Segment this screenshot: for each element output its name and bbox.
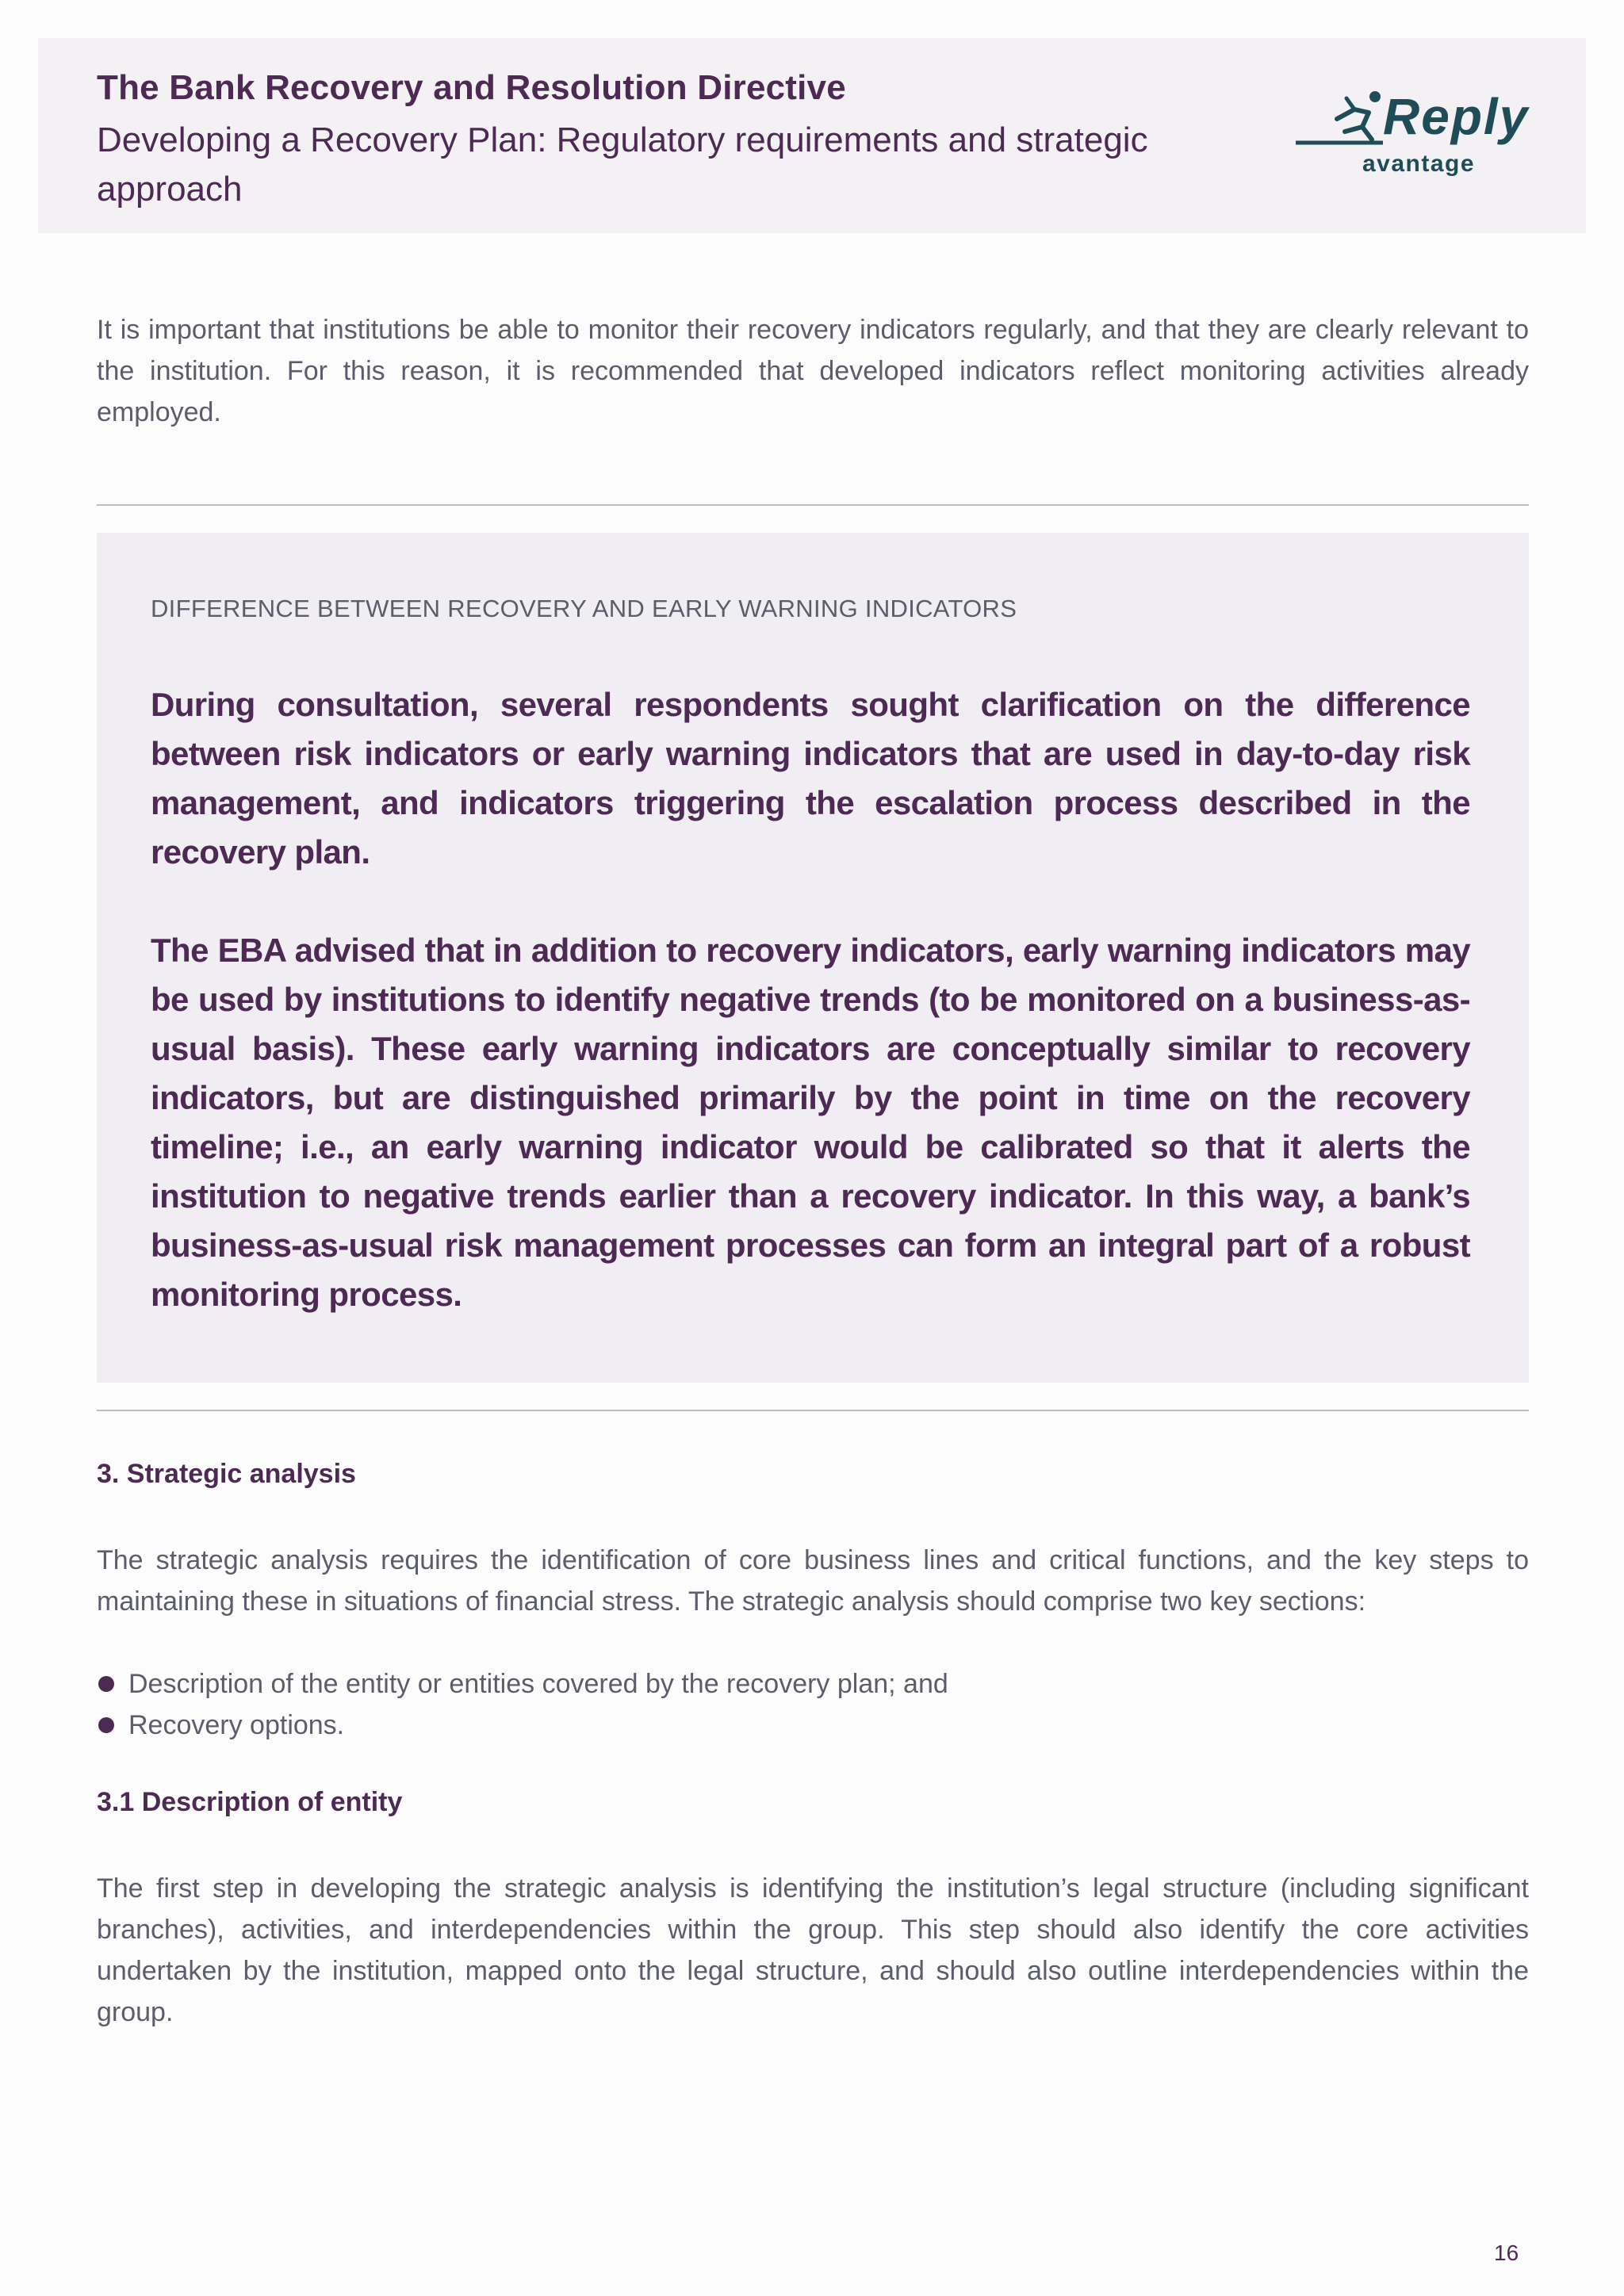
section-3-1-heading: 3.1 Description of entity: [97, 1787, 403, 1817]
list-item: [97, 1705, 948, 1746]
logo-subtitle: avantage: [1362, 151, 1476, 177]
reply-avantage-logo: [1289, 87, 1543, 182]
section-3-heading: 3. Strategic analysis: [97, 1459, 356, 1489]
bullet-icon: [98, 1676, 114, 1692]
page-number: 16: [1494, 2241, 1519, 2265]
callout-paragraph-2: The EBA advised that in addition to recovery indicators, early warning indicators may be used by institutions to identify negative trends (to be monitored on a business-as-usual basis). These early warning indicators are conceptually similar to recovery indicators, but are distinguished primarily by the point in time on the recovery timeline; i.e., an early warning indicator would be calibrated so that it alerts the institution to negative trends earlier than a recovery indicator. In this way, a bank’s business-as-usual risk management processes can form an integral part of a robust monitoring process.: [151, 932, 1470, 1313]
bullet-icon: [98, 1717, 114, 1733]
section-3-1-paragraph: The first step in developing the strategic analysis is identifying the institution’s legal structure (including significant branches), activities, and interdependencies within the group. This step should also identify the core activities undertaken by the institution, mapped onto the legal structure, and should also outline interdependencies within the group.: [97, 1873, 1529, 2027]
page-header: [38, 38, 1586, 233]
callout-box: [97, 533, 1529, 1383]
list-item-text: Recovery options.: [128, 1710, 345, 1740]
list-item-text: Description of the entity or entities covered by the recovery plan; and: [128, 1669, 948, 1699]
list-item: [97, 1663, 948, 1705]
callout-paragraph-1: During consultation, several respondents sought clarification on the difference between risk indicators or early warning indicators that are used in day-to-day risk management, and indicators triggering the escalation process described in the recovery plan.: [151, 686, 1470, 871]
divider-bottom: [97, 1410, 1529, 1411]
divider-top: [97, 504, 1529, 506]
document-subtitle: Developing a Recovery Plan: Regulatory requirements and strategic approach: [97, 121, 1148, 209]
intro-paragraph: It is important that institutions be able to monitor their recovery indicators regularly, and that they are clearly relevant to the institution. For this reason, it is recommended that developed indicators reflect monitoring activities already employed.: [97, 315, 1529, 427]
document-title: The Bank Recovery and Resolution Directive: [97, 68, 846, 107]
logo-wordmark: Reply: [1383, 88, 1530, 145]
running-figure-icon: [1289, 87, 1392, 159]
recovery-plan-sections-list: [97, 1663, 948, 1746]
section-3-paragraph: The strategic analysis requires the identification of core business lines and critical functions, and the key steps to maintaining these in situations of financial stress. The strategic analysis should comprise two key sections:: [97, 1545, 1529, 1617]
callout-label: DIFFERENCE BETWEEN RECOVERY AND EARLY WARNING INDICATORS: [151, 595, 1017, 622]
